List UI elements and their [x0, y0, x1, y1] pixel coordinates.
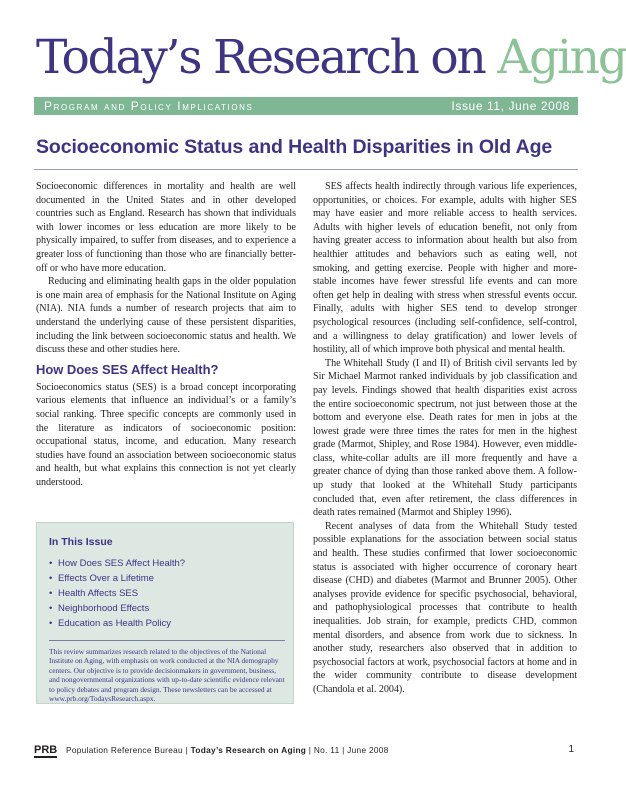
list-item — [49, 571, 185, 586]
list-item — [49, 556, 185, 571]
list-item — [49, 586, 185, 601]
list-item-label: Effects Over a Lifetime — [58, 573, 154, 584]
footer-publication: Today’s Research on Aging — [190, 745, 307, 755]
bullet-icon: • — [49, 603, 53, 614]
footer-date: June 2008 — [347, 745, 389, 755]
footer-separator: | — [306, 745, 314, 755]
list-item-label: Education as Health Policy — [58, 618, 172, 629]
in-this-issue-list — [49, 556, 185, 631]
paragraph: Recent analyses of data from the Whitehall Study tested possible explanations for the association between social status and health. These studies confirmed that lower socioeconomic status is associated with higher occurrence of coronary heart disease (CHD) and diabetes (Marmot and Brunner 2005). Other analyses provide evidence for specific psychosocial, behavioral, and pathophysiological processes that contribute to health inequalities. Job strain, for example, predicts CHD, common mental disorders, and absence from work due to sickness. In another study, researchers also observed that in addition to psychosocial factors at work, psychosocial factors at home and in the wider community contribute to disease development (Chandola et al. 2004). — [313, 520, 577, 695]
masthead-accent: Aging — [497, 30, 626, 85]
footer-separator: | — [182, 745, 191, 755]
in-this-issue-box — [36, 522, 294, 704]
paragraph: Socioeconomic differences in mortality and health are well documented in the United States and in other developed countries such as England. Research has shown that individuals with lower incomes or less education are more likely to be physically impaired, to suffer from diseases, and to experience a greater loss of functioning than those who are financially better-off or who have more education. — [36, 181, 296, 274]
bullet-icon: • — [49, 558, 53, 569]
title-rule — [34, 169, 578, 170]
page-footer — [34, 744, 578, 758]
box-divider — [49, 640, 285, 641]
page-number: 1 — [568, 744, 574, 755]
paragraph: Socioeconomics status (SES) is a broad concept incorporating various elements that influence an individual’s or a family’s social ranking. Three specific concepts are commonly used in the literature as indicators of socioeconomic position: occupational status, income, and education. Many research studies have found an association between socioeconomic status and health, but what explains this connection is not yet clearly understood. — [36, 381, 296, 488]
masthead — [36, 28, 626, 88]
list-item-label: How Does SES Affect Health? — [58, 558, 186, 569]
bullet-icon: • — [49, 588, 53, 599]
band-series-label: Program and Policy Implications — [44, 99, 254, 113]
list-item — [49, 616, 185, 631]
band-issue-label: Issue 11, June 2008 — [451, 99, 570, 113]
right-column — [313, 180, 577, 697]
list-item — [49, 601, 185, 616]
in-this-issue-title: In This Issue — [49, 536, 113, 548]
left-column — [36, 180, 296, 489]
bullet-icon: • — [49, 618, 53, 629]
footer-separator: | — [339, 745, 348, 755]
section-heading: How Does SES Affect Health? — [36, 361, 219, 377]
article-title: Socioeconomic Status and Health Disparities in Old Age — [36, 136, 553, 158]
list-item-label: Neighborhood Effects — [58, 603, 150, 614]
header-band — [34, 97, 578, 115]
list-item-label: Health Affects SES — [58, 588, 139, 599]
masthead-title: Today’s Research on — [36, 30, 498, 85]
footer-text — [66, 745, 389, 755]
paragraph: Reducing and eliminating health gaps in the older population is one main area of emphasis for the National Institute on Aging (NIA). NIA funds a number of research projects that aim to understand the underlying cause of these persistent disparities, including the link between socioeconomic status and health. We discuss these and other studies here. — [36, 276, 296, 356]
prb-logo: PRB — [34, 744, 58, 756]
bullet-icon: • — [49, 573, 53, 584]
footer-issue: No. 11 — [313, 745, 340, 755]
paragraph: SES affects health indirectly through various life experiences, opportunities, or choices. For example, adults with higher SES may have easier and more reliable access to health services. Adults with higher levels of education benefit, not only from having greater access to information about health but also from healthier attitudes and behaviors such as eating well, not smoking, and getting exercise. People with higher and more-stable incomes have fewer stressful life events and can more often get help in dealing with stress when stressful events occur. Finally, adults with higher SES tend to develop stronger psychological resources (including self-confidence, self-control, and a willingness to delay gratification) and lower levels of hostility, all of which improve both physical and mental health. — [313, 181, 577, 356]
footer-org: Population Reference Bureau — [66, 745, 183, 755]
paragraph: The Whitehall Study (I and II) of British civil servants led by Sir Michael Marmot ranked individuals by job classification and pay levels. Findings showed that health disparities exist across the entire socioeconomic spectrum, not just between those at the bottom and everyone else. Death rates for men in jobs at the lowest grade were three times the rates for men in the highest grade (Marmot, Shipley, and Rose 1984). However, even middle-class, white-collar adults are ill more frequently and have a greater chance of dying than those ranked above them. A follow-up study that looked at the Whitehall Study participants concluded that, even after retirement, the class differences in death rates remained (Marmot and Shipley 1996). — [313, 357, 577, 519]
box-note: This review summarizes research related to the objectives of the National Institute on Aging, with emphasis on work conducted at the NIA demography centers. Our objective is to provide decisionmakers in government, business, and nongovernmental organizations with up-to-date scientific evidence relevant to policy debates and program design. These newsletters can be accessed at www.prb.org/TodaysResearch.aspx. — [49, 647, 285, 704]
